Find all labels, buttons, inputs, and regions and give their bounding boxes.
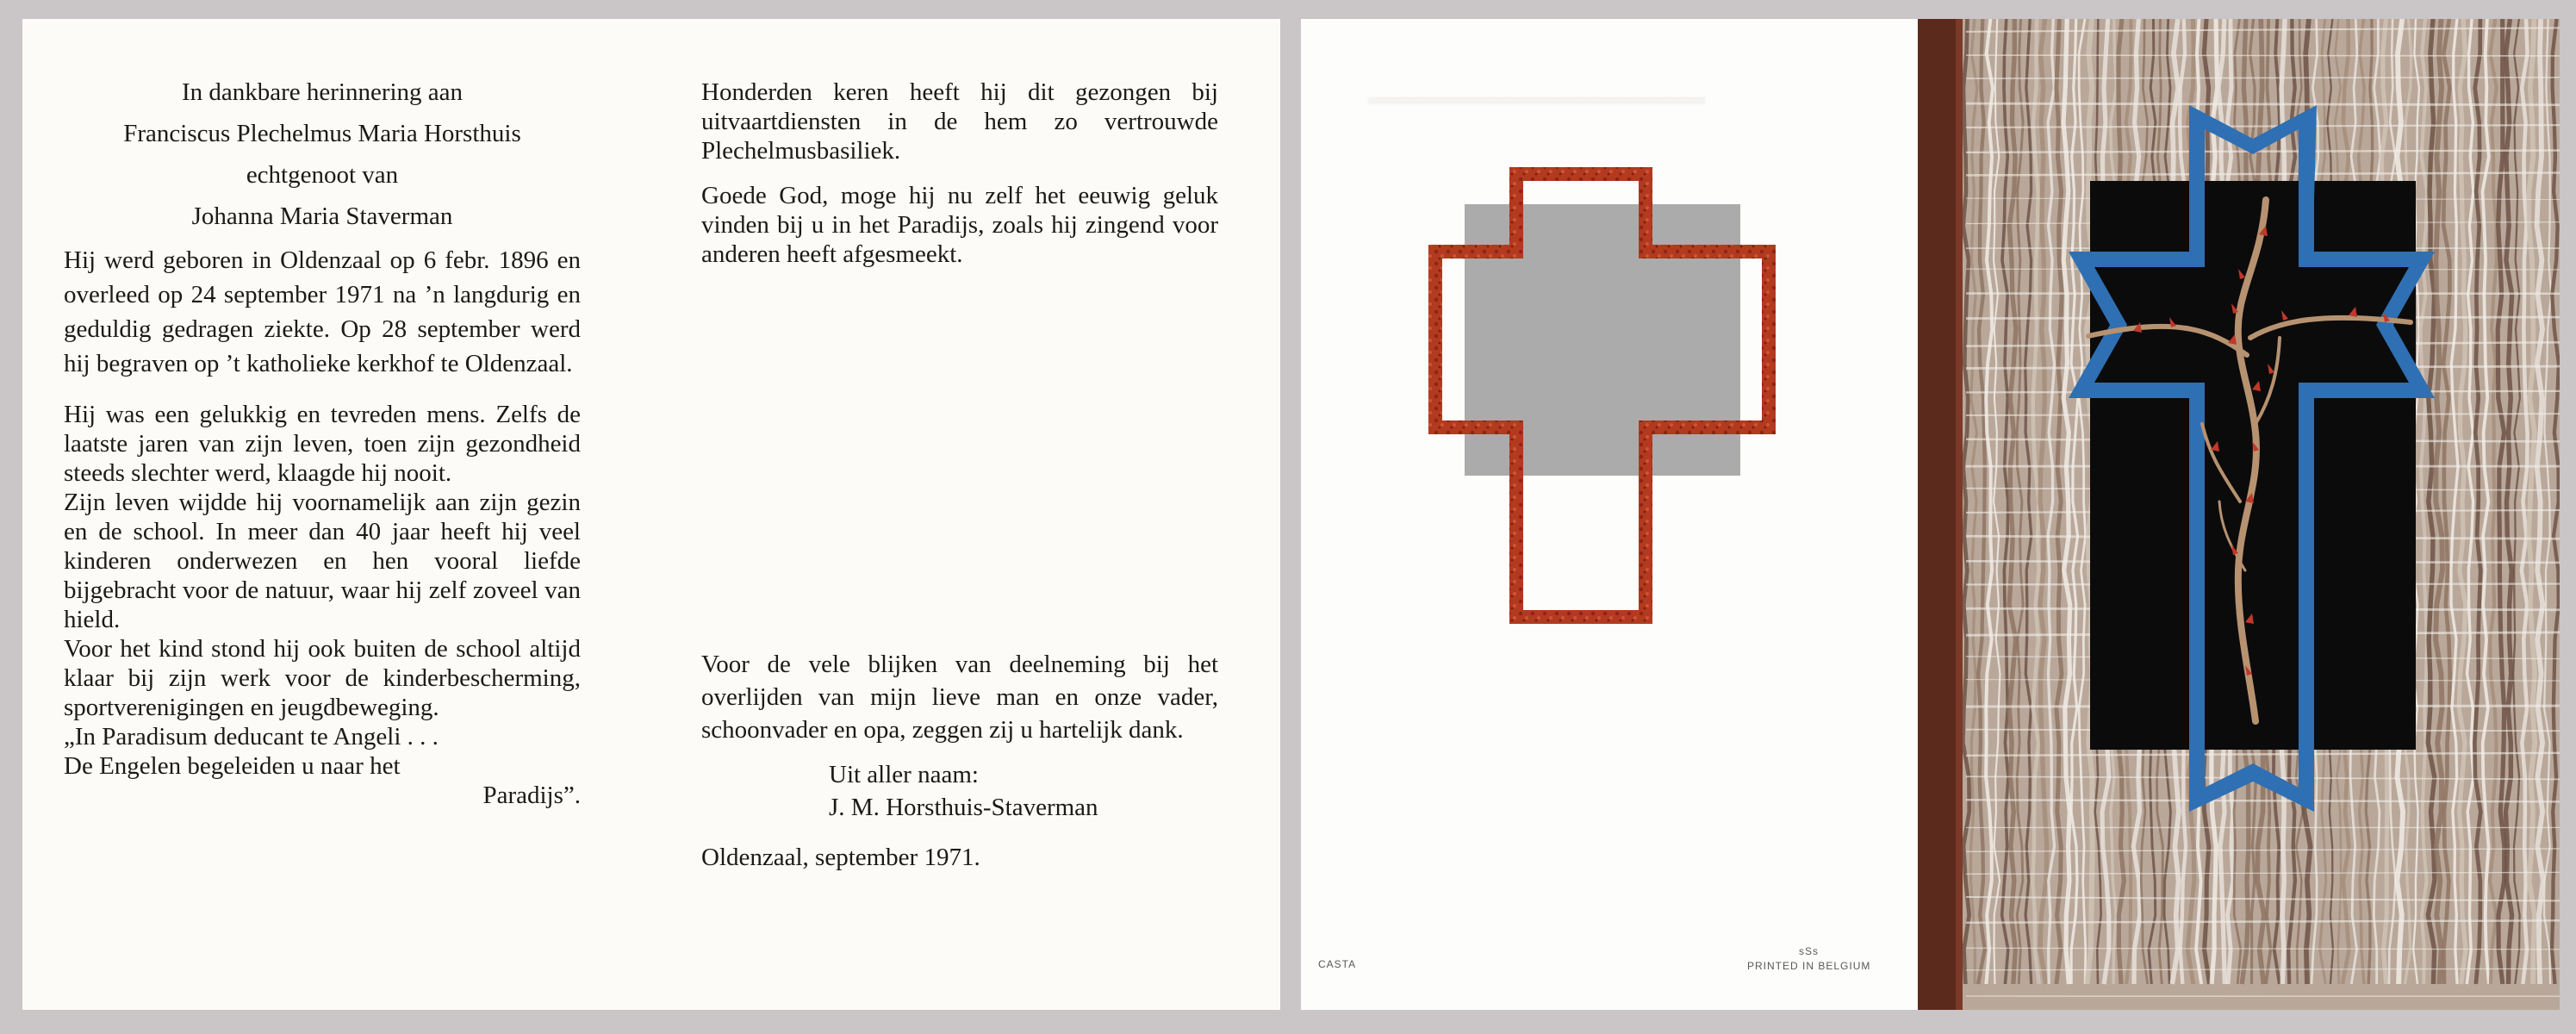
- printed-in-label: PRINTED IN BELGIUM: [1747, 960, 1871, 972]
- cross-emblem-icon: [1301, 19, 1918, 1010]
- cover-artwork: [1918, 19, 2560, 1010]
- singing-paragraph: Honderden keren heeft hij dit gezongen bij uitvaartdiensten in de hem zo vertrouwde Plechelmusbasiliek.: [701, 78, 1218, 165]
- memorial-text-middle-column: [701, 78, 1218, 284]
- prayer-paragraph: Goede God, moge hij nu zelf het eeuwig geluk vinden bij u in het Paradijs, zoals hij zingend voor anderen heeft afgesmeekt.: [701, 182, 1218, 268]
- memorial-text-left-column: [64, 78, 581, 810]
- card-back-panel: [1301, 19, 1918, 1010]
- spouse-name: Johanna Maria Staverman: [191, 202, 453, 230]
- quote-line: „In Paradisum deducant te Angeli . . .: [64, 723, 439, 751]
- thanks-block: [701, 648, 1218, 874]
- show-through-text: ═══════════════════════: [1368, 90, 1706, 112]
- print-code: sSs: [1799, 945, 1820, 957]
- card-front-cover: [1918, 19, 2560, 1010]
- bio-youth-paragraph: Voor het kind stond hij ook buiten de school altijd klaar bij zijn werk voor de kinderbescherming, sportverenigingen en jeugdbeweging.: [64, 635, 581, 721]
- signature-name: J. M. Horsthuis-Staverman: [829, 794, 1098, 821]
- signature-label: Uit aller naam:: [829, 761, 979, 788]
- thanks-paragraph: Voor de vele blijken van deelneming bij het overlijden van mijn lieve man en onze vader, schoonvader en opa, zeggen zij u hartelijk dank.: [701, 651, 1218, 744]
- spouse-label: echtgenoot van: [246, 161, 399, 189]
- bio-birth-paragraph: Hij werd geboren in Oldenzaal op 6 febr. 1896 en overleed op 24 september 1971 na ’n langdurig en geduldig gedragen ziekte. Op 28 september werd hij begraven op ’t katholieke kerkhof te Oldenzaal.: [64, 246, 581, 377]
- quote-line: De Engelen begeleiden u naar het: [64, 752, 401, 780]
- place-date: Oldenzaal, september 1971.: [701, 844, 980, 871]
- latin-quote: [64, 722, 581, 810]
- deceased-name: Franciscus Plechelmus Maria Horsthuis: [123, 120, 521, 147]
- bio-work-paragraph: Zijn leven wijdde hij voornamelijk aan zijn gezin en de school. In meer dan 40 jaar heeft hij veel kinderen onderwezen en hen vooral liefde bijgebracht voor de natuur, waar hij zelf zoveel van hield.: [64, 489, 581, 633]
- publisher-imprint: CASTA: [1318, 958, 1357, 970]
- quote-line: Paradijs”.: [482, 782, 581, 809]
- intro-line: In dankbare herinnering aan: [181, 78, 464, 106]
- bio-character-paragraph: Hij was een gelukkig en tevreden mens. Zelfs de laatste jaren van zijn leven, toen zijn gezondheid steeds slechter werd, klaagde hij nooit.: [64, 401, 581, 487]
- memorial-intro: [64, 78, 581, 231]
